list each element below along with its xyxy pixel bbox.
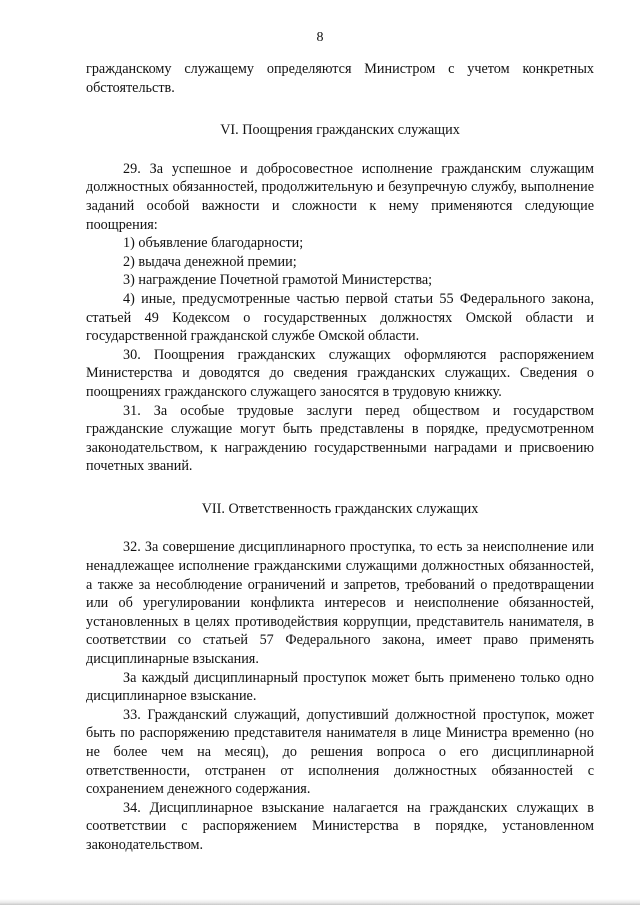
paragraph-30: 30. Поощрения гражданских служащих оформляются распоряжением Министерства и доводятся до сведения гражданских служащих. Сведения о поощрениях гражданского служащего заносятся в трудовую книжку. [86,346,594,400]
section-heading-vii: VII. Ответственность гражданских служащих [201,500,479,517]
paragraph-33: 33. Гражданский служащий, допустивший должностной проступок, может быть по распоряжению представителя нанимателя в лице Министра временно (но не более чем на месяц), до решения вопроса о его дисциплинарной ответственности, отстранен от исполнения должностных обязанностей с сохранением денежного содержания. [86,706,594,798]
paragraph-32-continuation: За каждый дисциплинарный проступок может быть применено только одно дисциплинарное взыскание. [86,669,594,705]
paragraph-34: 34. Дисциплинарное взыскание налагается на гражданских служащих в соответствии с распоряжением Министерства в порядке, установленном законодательством. [86,799,594,853]
scan-bottom-edge [0,899,640,905]
page-number: 8 [316,30,324,45]
paragraph-31: 31. За особые трудовые заслуги перед обществом и государством гражданские служащие могут быть представлены в порядке, предусмотренном законодательством, к награждению государственными наградами и присвоению почетных званий. [86,402,594,475]
paragraph-29: 29. За успешное и добросовестное исполнение гражданским служащим должностных обязанностей, продолжительную и безупречную службу, выполнение заданий особой важности и сложности к нему применяются следующие поощрения: [86,160,594,233]
list-item-3: 3) награждение Почетной грамотой Министерства; [123,272,433,289]
list-item-1: 1) объявление благодарности; [123,235,304,252]
list-item-4: 4) иные, предусмотренные частью первой статьи 55 Федерального закона, статьей 49 Кодексом о государственных должностях Омской области и государственной гражданской службе Омской области. [86,290,594,345]
paragraph-continuation: гражданскому служащему определяются Министром с учетом конкретных обстоятельств. [86,61,594,96]
paragraph-32: 32. За совершение дисциплинарного проступка, то есть за неисполнение или ненадлежащее исполнение гражданскими служащими должностных обязанностей, а также за несоблюдение ограничений и запретов, требований о предотвращении или об урегулировании конфликта интересов и неисполнение обязанностей, установленных в целях противодействия коррупции, представитель нанимателя, в соответствии со статьей 57 Федерального закона, имеет право применять дисциплинарные взыскания. [86,539,594,668]
section-heading-vi: VI. Поощрения гражданских служащих [220,122,460,139]
document-body [86,60,594,855]
list-item-2: 2) выдача денежной премии; [123,253,297,270]
